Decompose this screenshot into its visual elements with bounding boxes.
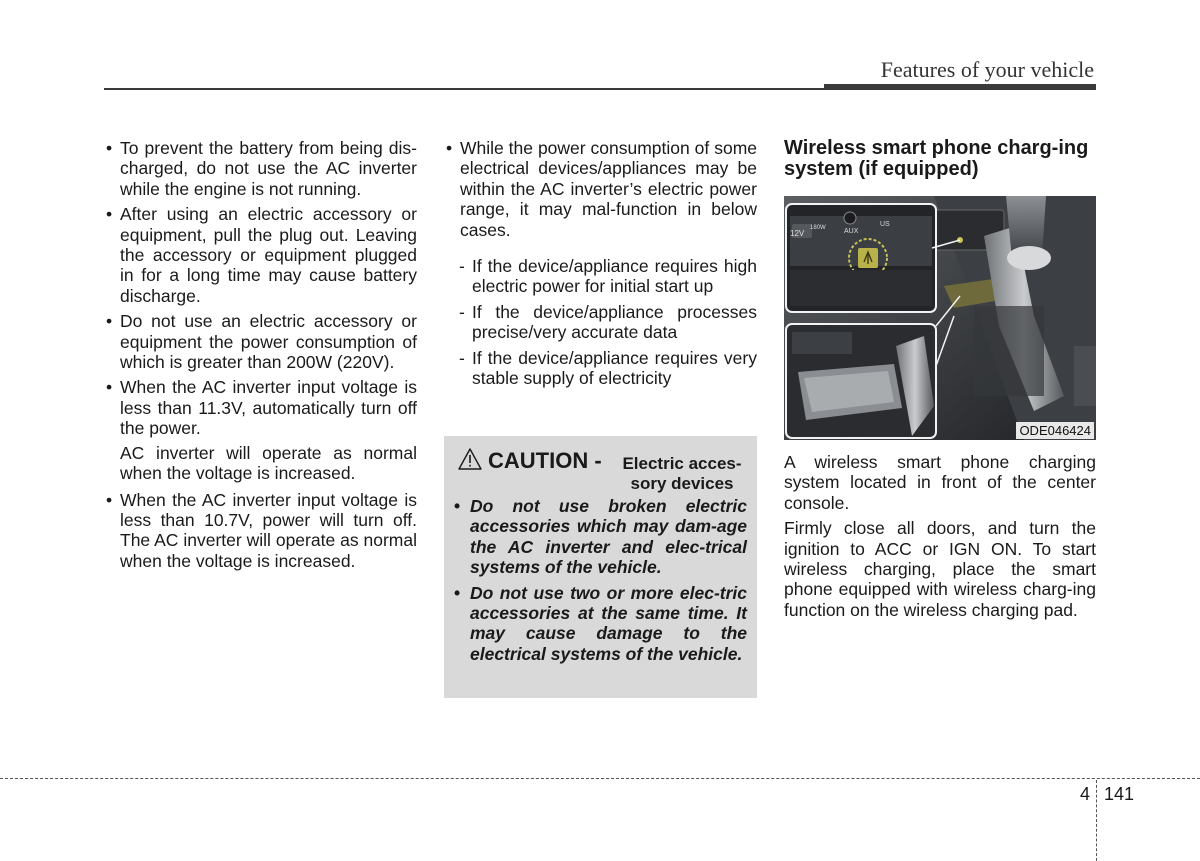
list-item: - If the device/appliance requires high electric power for initial start up (444, 256, 757, 297)
list-item: • Do not use an electric accessory or equipment the power consumption of which is greater than 200W (220V). (104, 311, 417, 372)
chapter-number: 4 (1080, 784, 1091, 804)
caution-header (458, 444, 748, 492)
image-code: ODE046424 (1016, 422, 1094, 439)
paragraph: A wireless smart phone charging system located in front of the center console. (784, 452, 1096, 513)
inverter-note: AC inverter will operate as normal when the voltage is increased. (120, 442, 417, 484)
section-heading: Wireless smart phone charg-ing system (if equipped) (784, 137, 1089, 180)
page-number: 141 (1104, 784, 1135, 804)
wireless-charging-text (784, 452, 1096, 625)
list-item: • While the power consumption of some electrical devices/appliances may be within the AC inverter’s electric power range, it may mal-function in below cases. (444, 138, 757, 240)
list-item: - If the device/appliance requires very stable supply of electricity (444, 348, 757, 389)
caution-subtitle: Electric acces-sory devices (622, 454, 742, 494)
column-1 (104, 138, 417, 576)
warning-triangle-icon (458, 448, 482, 470)
power-rating-label: 180W (810, 225, 826, 231)
footer-rule (0, 778, 1200, 779)
usb-port-label: US (880, 221, 890, 228)
list-item: • When the AC inverter input voltage is less than 10.7V, power will turn off. The AC inverter will operate as normal when the voltage is increased. (104, 490, 417, 572)
page-header-title: Features of your vehicle (880, 57, 1094, 82)
caution-label: CAUTION - (488, 448, 602, 473)
battery-bullet-list (104, 138, 417, 439)
list-item: • When the AC inverter input voltage is less than 11.3V, automatically turn off the power. (104, 377, 417, 438)
list-item: • Do not use two or more elec-tric accessories at the same time. It may cause damage to the electrical systems of the vehicle. (454, 583, 747, 665)
header-rule (104, 88, 824, 90)
power-outlet-12v-label: 12V (790, 229, 805, 238)
list-item: - If the device/appliance processes precise/very accurate data (444, 302, 757, 343)
list-item: • To prevent the battery from being dis-charged, do not use the AC inverter while the engine is not running. (104, 138, 417, 199)
wireless-charger-photo (784, 196, 1096, 440)
footer-divider (1096, 780, 1097, 861)
aux-port-label: AUX (844, 228, 859, 235)
list-item: • After using an electric accessory or equipment, pull the plug out. Leaving the accessory or equipment plugged in for a long time may cause battery discharge. (104, 204, 417, 306)
column-2 (444, 138, 757, 393)
caution-box (444, 436, 757, 698)
battery-bullet-list-2 (104, 490, 417, 572)
console-illustration (784, 196, 1096, 440)
column-3 (784, 138, 1096, 180)
malfunction-intro-list (444, 138, 757, 240)
list-item: • Do not use broken electric accessories which may dam-age the AC inverter and elec-trical systems of the vehicle. (454, 496, 747, 578)
malfunction-cases-list (444, 256, 757, 388)
header-rule-thick (824, 84, 1096, 90)
caution-list (454, 496, 747, 669)
paragraph: Firmly close all doors, and turn the ignition to ACC or IGN ON. To start wireless charging, place the smart phone equipped with wireless charg-ing function on the wireless charging pad. (784, 518, 1096, 620)
